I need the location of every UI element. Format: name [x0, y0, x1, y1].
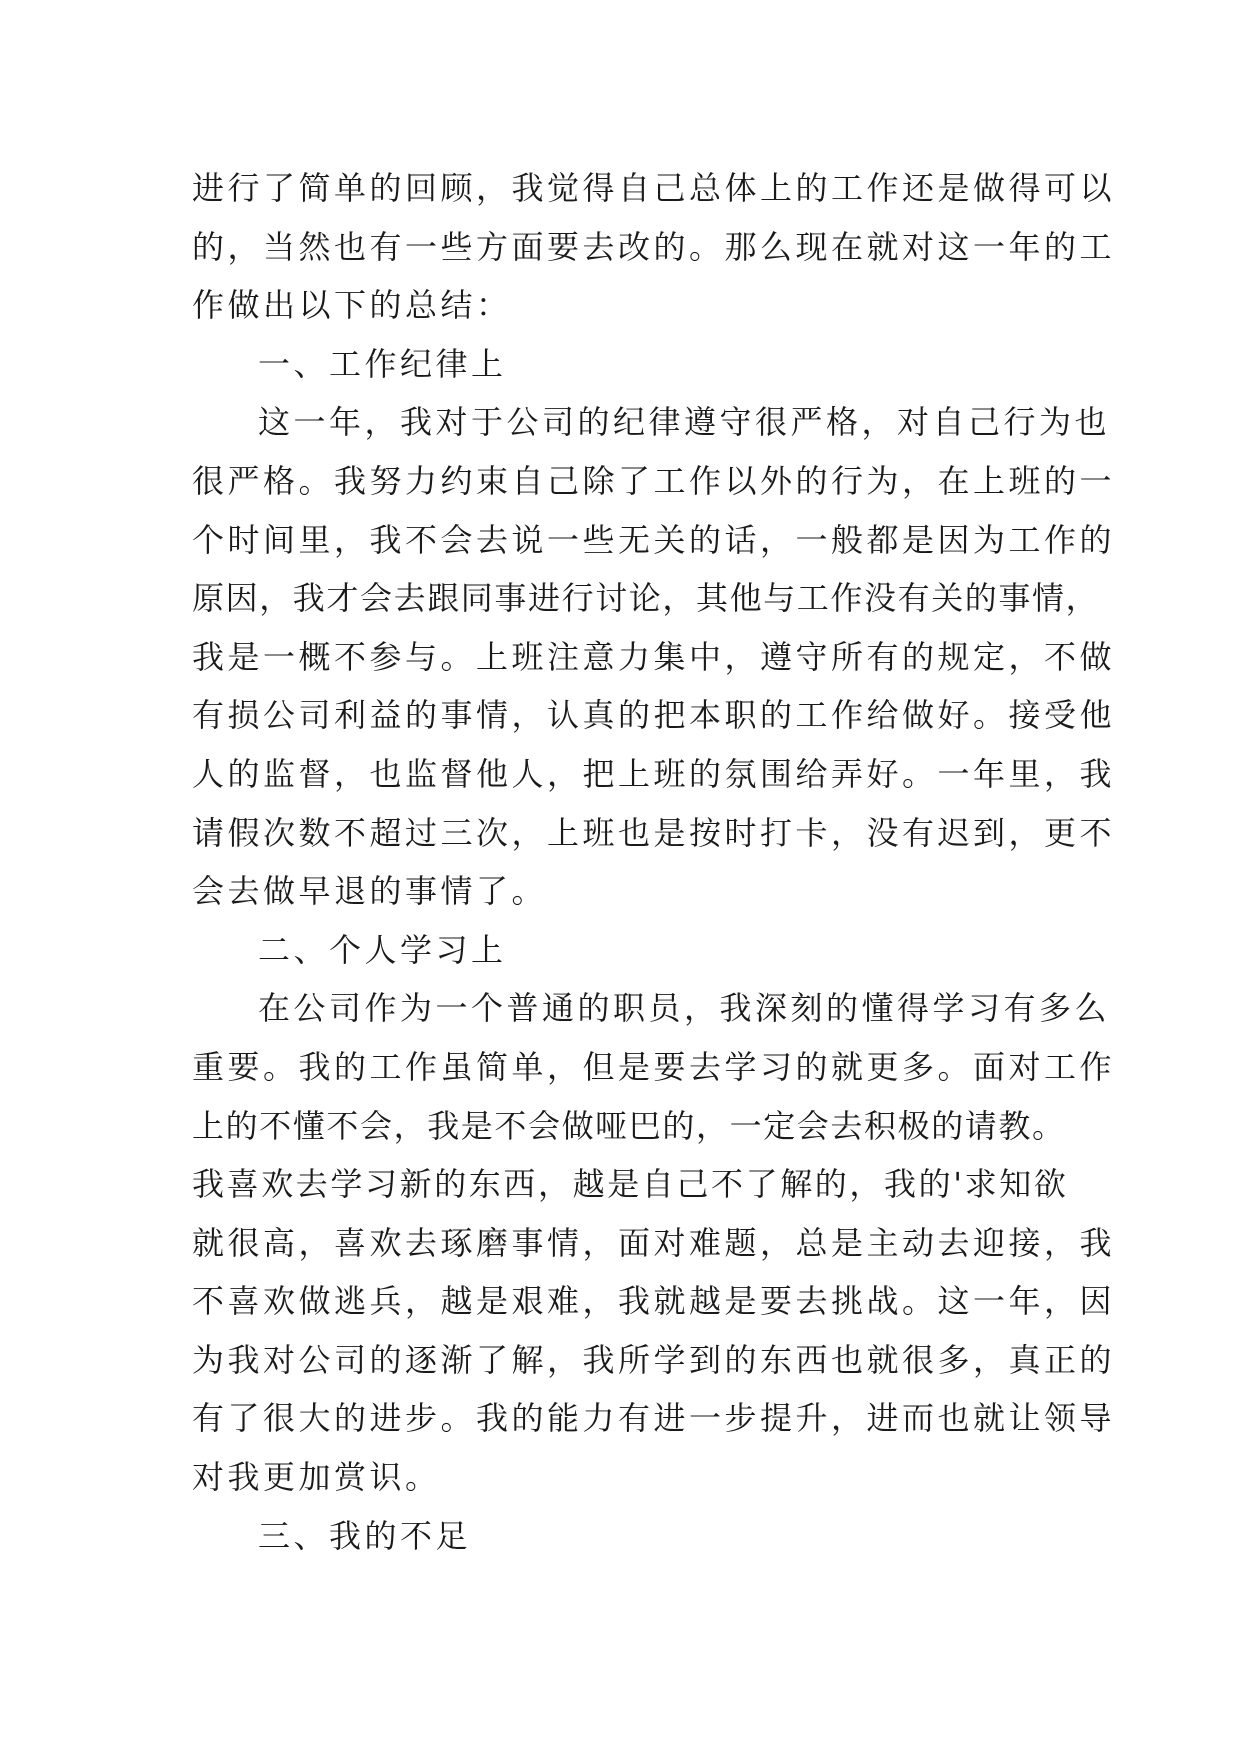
paragraph-line: 有损公司利益的事情，认真的把本职的工作给做好。接受他 — [192, 696, 1116, 735]
document-body — [192, 159, 1116, 1565]
paragraph-line: 作做出以下的总结： — [192, 286, 512, 325]
paragraph-line: 这一年，我对于公司的纪律遵守很严格，对自己行为也 — [258, 403, 1111, 442]
paragraph-line: 在公司作为一个普通的职员，我深刻的懂得学习有多么 — [258, 989, 1111, 1028]
paragraph-line: 为我对公司的逐渐了解，我所学到的东西也就很多，真正的 — [192, 1340, 1116, 1379]
paragraph-line: 有了很大的进步。我的能力有进一步提升，进而也就让领导 — [192, 1399, 1116, 1438]
paragraph-line: 很严格。我努力约束自己除了工作以外的行为，在上班的一 — [192, 461, 1116, 500]
paragraph-line: 进行了简单的回顾，我觉得自己总体上的工作还是做得可以 — [192, 169, 1116, 207]
paragraph-line: 上的不懂不会，我是不会做哑巴的，一定会去积极的请教。 — [192, 1106, 1066, 1145]
section-heading-1: 一、工作纪律上 — [258, 344, 507, 383]
paragraph-line: 不喜欢做逃兵，越是艰难，我就越是要去挑战。这一年，因 — [192, 1282, 1116, 1321]
section-heading-3: 三、我的不足 — [258, 1516, 472, 1555]
paragraph-line: 会去做早退的事情了。 — [192, 872, 548, 911]
paragraph-line: 的，当然也有一些方面要去改的。那么现在就对这一年的工 — [192, 227, 1116, 266]
paragraph-line: 原因，我才会去跟同事进行讨论，其他与工作没有关的事情， — [192, 579, 1100, 618]
paragraph-line: 个时间里，我不会去说一些无关的话，一般都是因为工作的 — [192, 520, 1116, 559]
paragraph-line: 人的监督，也监督他人，把上班的氛围给弄好。一年里，我 — [192, 754, 1116, 793]
paragraph-line: 我喜欢去学习新的东西，越是自己不了解的，我的'求知欲 — [192, 1165, 1069, 1204]
paragraph-line: 请假次数不超过三次，上班也是按时打卡，没有迟到，更不 — [192, 813, 1116, 852]
paragraph-line: 对我更加赏识。 — [192, 1458, 441, 1497]
paragraph-line: 就很高，喜欢去琢磨事情，面对难题，总是主动去迎接，我 — [192, 1223, 1116, 1262]
section-heading-2: 二、个人学习上 — [258, 930, 507, 969]
paragraph-line: 我是一概不参与。上班注意力集中，遵守所有的规定，不做 — [192, 637, 1116, 676]
paragraph-line: 重要。我的工作虽简单，但是要去学习的就更多。面对工作 — [192, 1047, 1116, 1086]
